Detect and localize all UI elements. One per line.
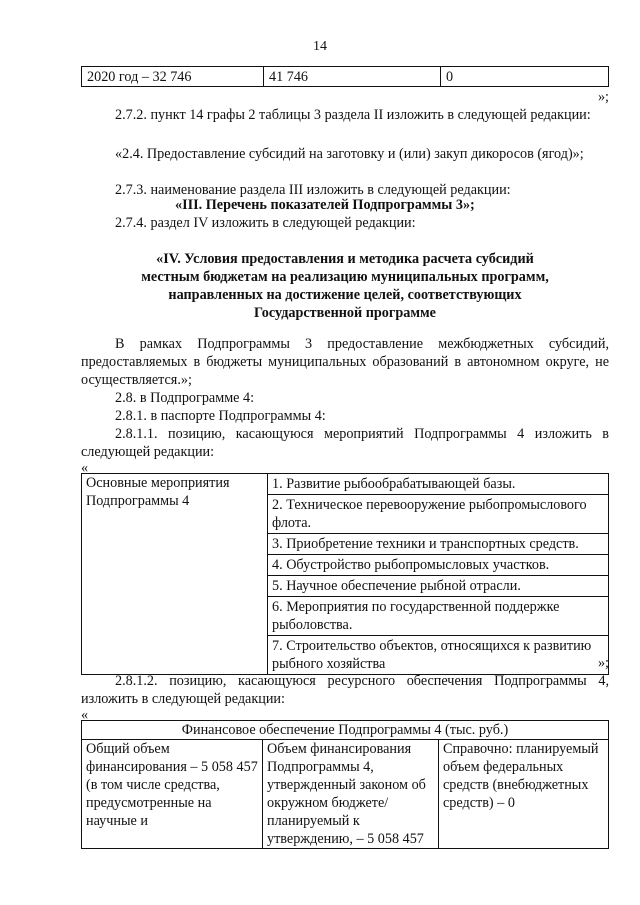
paragraph-2-7-2: 2.7.2. пункт 14 графы 2 таблицы 3 раздела II изложить в следующей редакции: — [115, 107, 591, 123]
measures-items-cell — [268, 474, 609, 675]
list-item: 7. Строительство объектов, относящихся к развитию рыбного хозяйства — [272, 638, 592, 672]
finance-table — [81, 720, 609, 849]
paragraph-2-7-3: 2.7.3. наименование раздела III изложить в следующей редакции: — [115, 182, 511, 198]
paragraph-2-4: «2.4. Предоставление субсидий на заготовку и (или) закуп дикоросов (ягод)»; — [115, 146, 584, 162]
section-iv-title-line: Государственной программе — [254, 305, 436, 321]
list-item: 6. Мероприятия по государственной поддержке рыболовства. — [268, 597, 608, 636]
opening-quote: « — [81, 707, 89, 723]
finance-reference-cell: Справочно: планируемый объем федеральных средств (внебюджетных средств) – 0 — [439, 740, 609, 849]
section-iv-title-line: местным бюджетам на реализацию муниципальных программ, — [141, 269, 549, 285]
section-iv-title-line: направленных на достижение целей, соответствующих — [168, 287, 522, 303]
table-row — [82, 474, 609, 675]
section-iv-title — [81, 250, 609, 322]
section-iii-title: «III. Перечень показателей Подпрограммы 3»; — [175, 197, 475, 213]
top-table-cell-zero: 0 — [441, 67, 609, 87]
paragraph-ramkah: В рамках Подпрограммы 3 предоставление межбюджетных субсидий, предоставляемых в бюджеты муниципальных образований в автономном округе, не осуществляется.»; — [81, 336, 609, 388]
finance-approved-cell: Объем финансирования Подпрограммы 4, утвержденный законом об окружном бюджете/ планируемый к утверждению, – 5 058 457 — [263, 740, 439, 849]
measures-label-cell: Основные мероприятия Подпрограммы 4 — [82, 474, 268, 675]
paragraph-2-8-1: 2.8.1. в паспорте Подпрограммы 4: — [115, 408, 326, 424]
paragraph-2-8: 2.8. в Подпрограмме 4: — [115, 390, 255, 406]
top-table-cell-value: 41 746 — [264, 67, 441, 87]
paragraph-2-8-1-1: 2.8.1.1. позицию, касающуюся мероприятий Подпрограммы 4 изложить в следующей редакции: — [81, 426, 609, 460]
finance-table-header: Финансовое обеспечение Подпрограммы 4 (тыс. руб.) — [82, 721, 609, 740]
list-item: 2. Техническое перевооружение рыбопромыслового флота. — [268, 495, 608, 534]
list-item: 3. Приобретение техники и транспортных средств. — [268, 534, 608, 555]
closing-quote: »; — [597, 655, 609, 671]
top-table-cell-year: 2020 год – 32 746 — [82, 67, 264, 87]
opening-quote: « — [81, 460, 89, 476]
measures-table — [81, 473, 609, 675]
table-row — [82, 740, 609, 849]
list-item: 5. Научное обеспечение рыбной отрасли. — [268, 576, 608, 597]
list-item: 1. Развитие рыбообрабатывающей базы. — [268, 474, 608, 495]
list-item: 4. Обустройство рыбопромысловых участков. — [268, 555, 608, 576]
top-table — [81, 66, 609, 87]
closing-quote: »; — [597, 89, 609, 105]
section-iv-title-line: «IV. Условия предоставления и методика расчета субсидий — [156, 251, 534, 267]
table-row — [82, 721, 609, 740]
page-number: 14 — [313, 39, 327, 54]
table-row — [82, 67, 609, 87]
finance-total-cell: Общий объем финансирования – 5 058 457 (в том числе средства, предусмотренные на научные и — [82, 740, 263, 849]
paragraph-2-8-1-2: 2.8.1.2. позицию, касающуюся ресурсного обеспечения Подпрограммы 4, изложить в следующей редакции: — [81, 673, 609, 707]
paragraph-2-7-4: 2.7.4. раздел IV изложить в следующей редакции: — [115, 215, 416, 231]
